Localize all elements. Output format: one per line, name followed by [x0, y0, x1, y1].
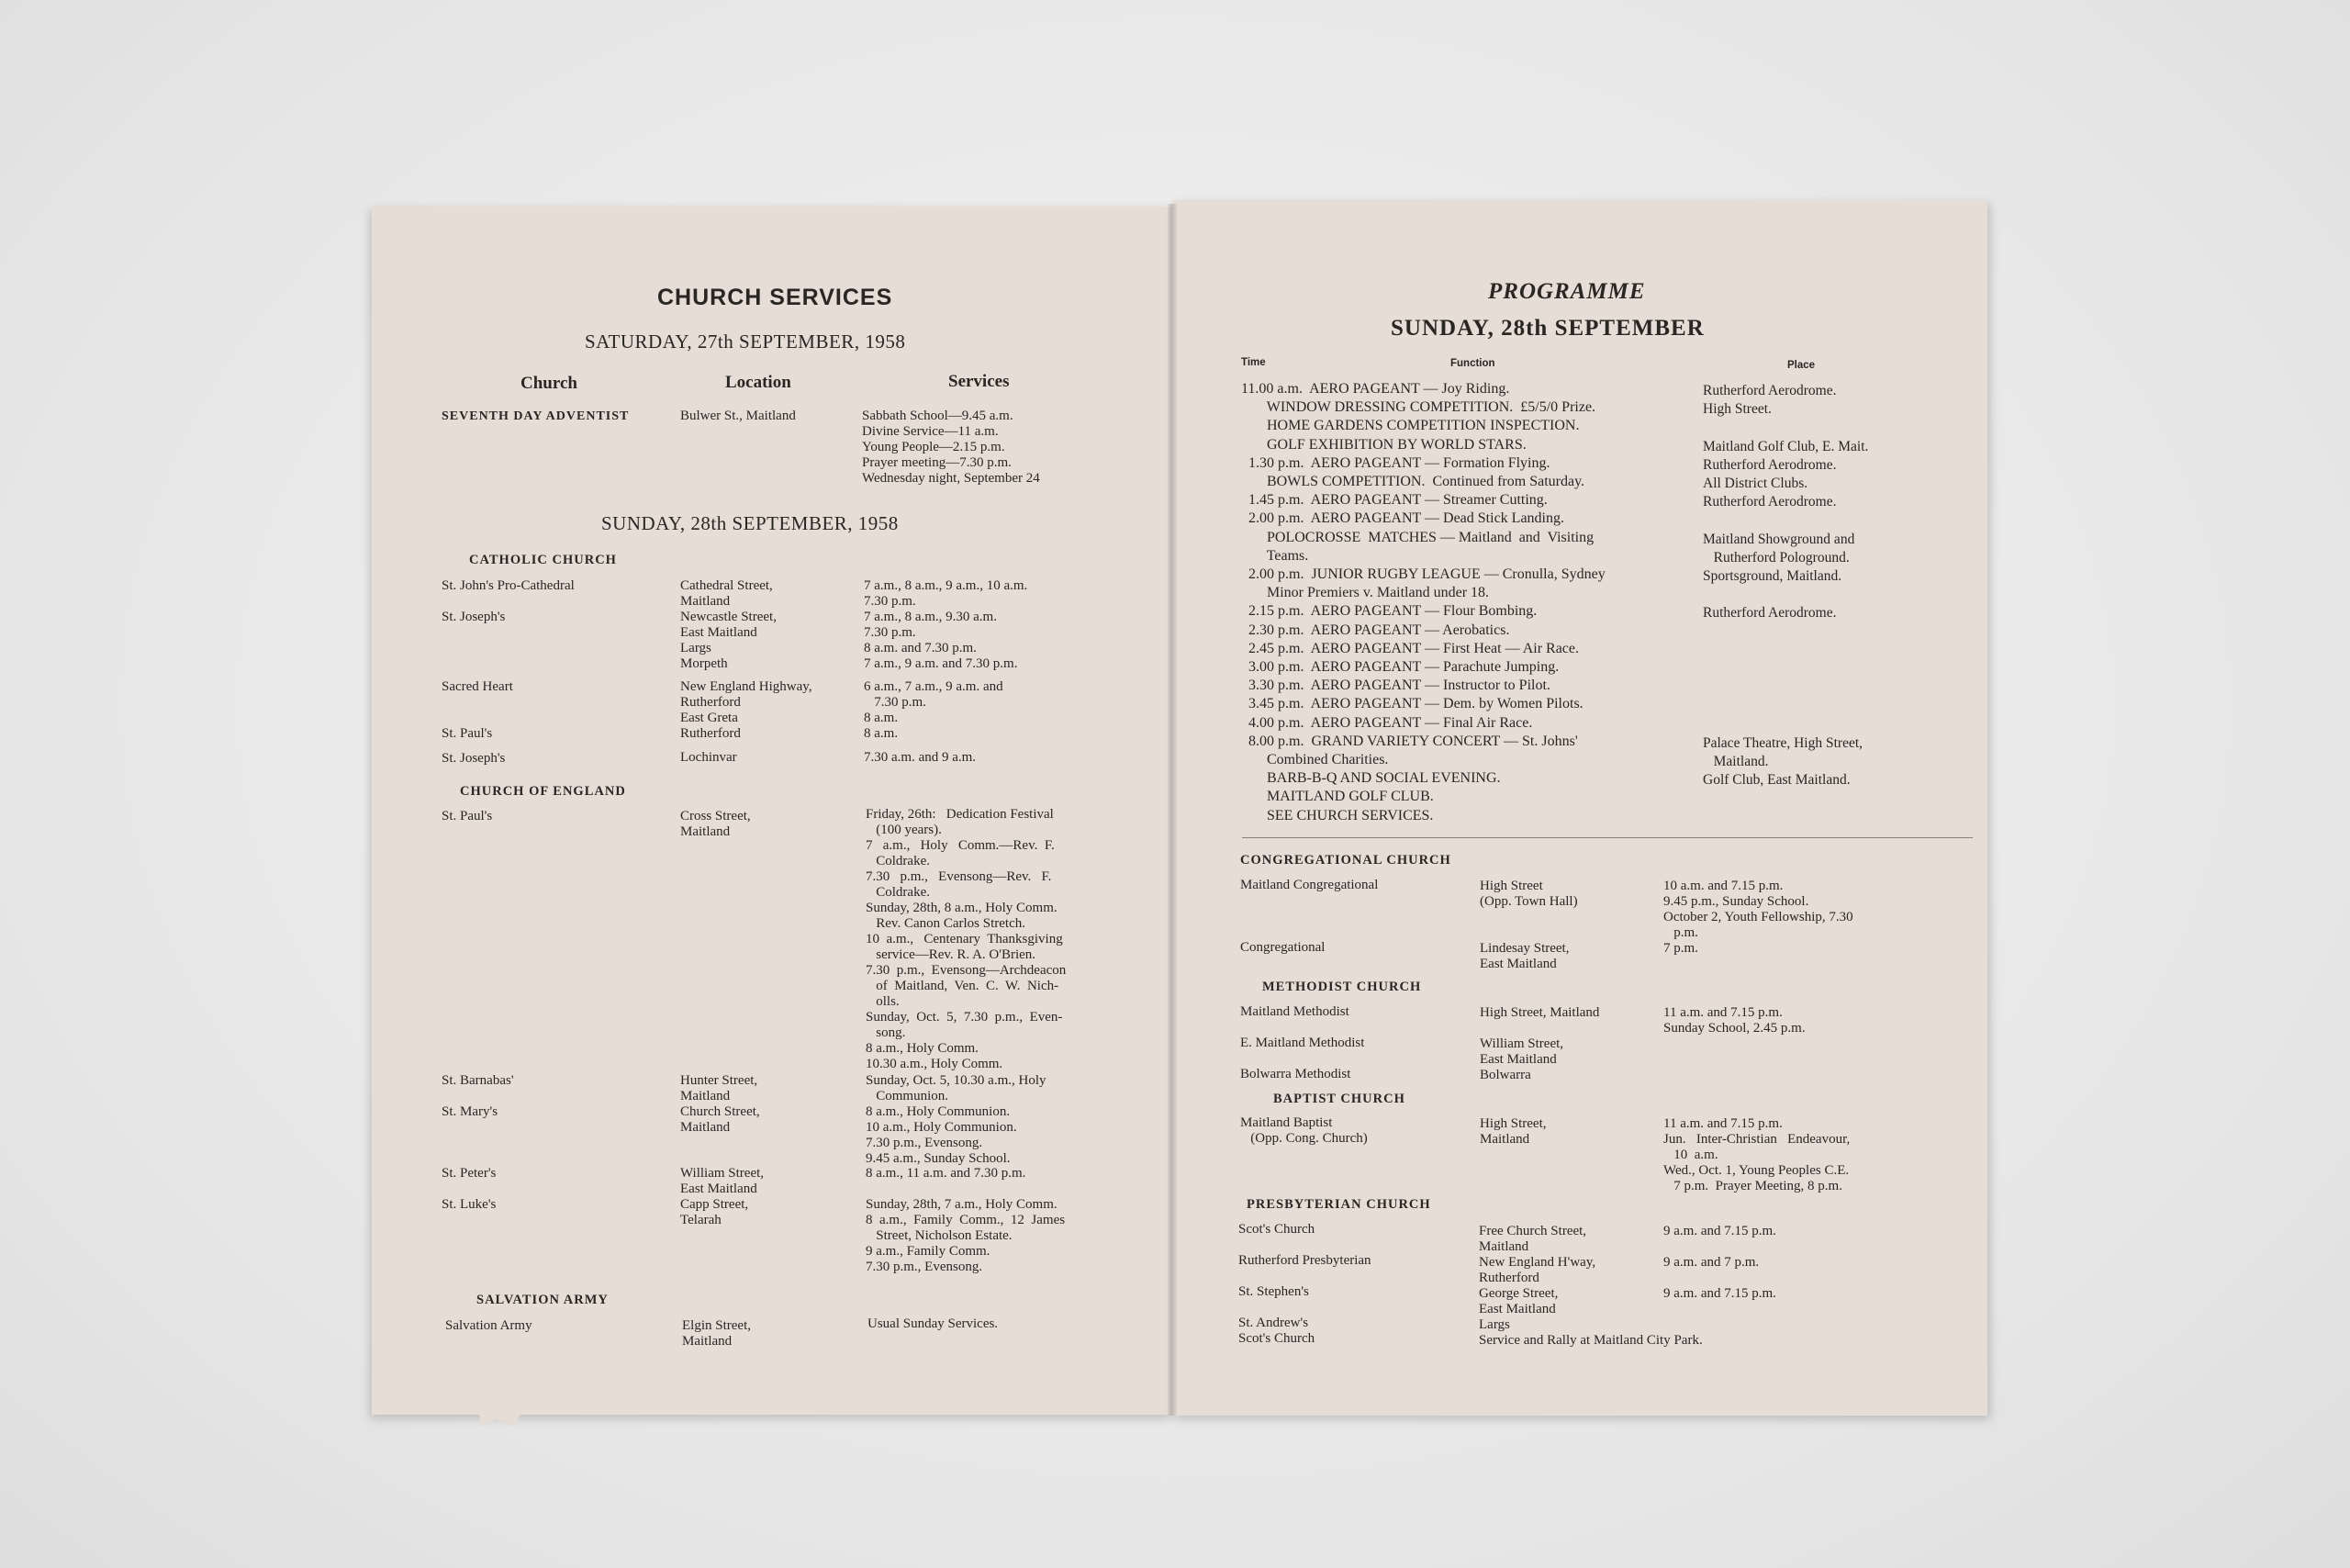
- catholic-r2-name: St. Joseph's: [442, 610, 506, 624]
- methodist-r3-name: Bolwarra Methodist: [1240, 1067, 1351, 1081]
- coe-heading: CHURCH OF ENGLAND: [460, 784, 626, 799]
- divider-rule: [1242, 837, 1973, 838]
- coe-r4-services: 8 a.m., 11 a.m. and 7.30 p.m.: [866, 1166, 1026, 1181]
- congregational-r2-name: Congregational: [1240, 940, 1326, 955]
- sda-name: SEVENTH DAY ADVENTIST: [442, 409, 630, 423]
- sda-location: Bulwer St., Maitland: [680, 409, 796, 423]
- coe-r2-location: Hunter Street, Maitland: [680, 1073, 758, 1103]
- salvation-r1-location: Elgin Street, Maitland: [682, 1318, 751, 1349]
- baptist-r1-services: 11 a.m. and 7.15 p.m. Jun. Inter-Christian Endeavour, 10 a.m. Wed., Oct. 1, Young Peoples C.E. 7 p.m. Prayer Meeting, 8 p.m.: [1663, 1116, 1851, 1193]
- catholic-r1-location: Cathedral Street, Maitland: [680, 578, 773, 609]
- methodist-r2-location: William Street, East Maitland Bolwarra: [1480, 1036, 1564, 1082]
- catholic-r2-services: 7 a.m., 8 a.m., 9.30 a.m. 7.30 p.m. 8 a.m. and 7.30 p.m. 7 a.m., 9 a.m. and 7.30 p.m.: [864, 610, 1018, 671]
- methodist-r1-location: High Street, Maitland: [1480, 1005, 1600, 1020]
- programme-date: SUNDAY, 28th SEPTEMBER: [1391, 316, 1705, 341]
- right-page: [1172, 200, 1987, 1416]
- column-header-time: Time: [1241, 357, 1266, 368]
- congregational-heading: CONGREGATIONAL CHURCH: [1240, 853, 1451, 868]
- church-services-title: CHURCH SERVICES: [657, 285, 893, 310]
- methodist-r1-services: 11 a.m. and 7.15 p.m. Sunday School, 2.45 p.m.: [1663, 1005, 1806, 1036]
- presbyterian-r4-name: St. Andrew's Scot's Church: [1238, 1316, 1315, 1346]
- sunday-date: SUNDAY, 28th SEPTEMBER, 1958: [601, 512, 899, 534]
- coe-r2-services: Sunday, Oct. 5, 10.30 a.m., Holy Communion.: [866, 1073, 1046, 1103]
- booklet-spine: [1168, 204, 1177, 1416]
- coe-r1-services: Friday, 26th: Dedication Festival (100 years). 7 a.m., Holy Comm.—Rev. F. Coldrake. 7.30 p.m., Evensong—Rev. F. Coldrake. Sunday, 28th, 8 a.m., Holy Comm. Rev. Canon Carlos Stretch. 10 a.m., Centenary Thanksgiving service—Rev. R. A. O'Brien. 7.30 p.m., Evensong—Archdeacon of Maitland, Ven. C. W. Nich- olls. Sunday, Oct. 5, 7.30 p.m., Even- song. 8 a.m., Holy Comm. 10.30 a.m., Holy Comm.: [866, 807, 1067, 1071]
- presbyterian-r2-location: New England H'way, Rutherford: [1479, 1255, 1596, 1285]
- column-header-services: Services: [948, 372, 1010, 391]
- salvation-heading: SALVATION ARMY: [476, 1293, 609, 1307]
- congregational-r2-location: Lindesay Street, East Maitland: [1480, 941, 1570, 971]
- column-header-function: Function: [1450, 358, 1495, 369]
- sda-services: Sabbath School—9.45 a.m. Divine Service—11 a.m. Young People—2.15 p.m. Prayer meeting—7.30 p.m. Wednesday night, September 24: [862, 409, 1040, 486]
- presbyterian-r1-name: Scot's Church: [1238, 1222, 1315, 1237]
- column-header-church: Church: [520, 374, 577, 393]
- methodist-r2-name: E. Maitland Methodist: [1240, 1036, 1365, 1050]
- baptist-r1-name: Maitland Baptist (Opp. Cong. Church): [1240, 1115, 1368, 1146]
- presbyterian-r1-location: Free Church Street, Maitland: [1479, 1224, 1587, 1254]
- left-page: [372, 207, 1172, 1415]
- catholic-r3-location: New England Highway, Rutherford East Greta Rutherford: [680, 679, 812, 741]
- coe-r3-name: St. Mary's: [442, 1104, 498, 1119]
- presbyterian-r3-services: 9 a.m. and 7.15 p.m.: [1663, 1286, 1776, 1301]
- coe-r1-location: Cross Street, Maitland: [680, 809, 751, 839]
- programme-schedule: 11.00 a.m. AERO PAGEANT — Joy Riding. WINDOW DRESSING COMPETITION. £5/5/0 Prize. HOME GARDENS COMPETITION INSPECTION. GOLF EXHIBITION BY WORLD STARS. 1.30 p.m. AERO PAGEANT — Formation Flying. BOWLS COMPETITION. Continued from Saturday. 1.45 p.m. AERO PAGEANT — Streamer Cutting. 2.00 p.m. AERO PAGEANT — Dead Stick Landing. POLOCROSSE MATCHES — Maitland and Visiting Teams. 2.00 p.m. JUNIOR RUGBY LEAGUE — Cronulla, Sydney Minor Premiers v. Maitland under 18. 2.15 p.m. AERO PAGEANT — Flour Bombing. 2.30 p.m. AERO PAGEANT — Aerobatics. 2.45 p.m. AERO PAGEANT — First Heat — Air Race. 3.00 p.m. AERO PAGEANT — Parachute Jumping. 3.30 p.m. AERO PAGEANT — Instructor to Pilot. 3.45 p.m. AERO PAGEANT — Dem. by Women Pilots. 4.00 p.m. AERO PAGEANT — Final Air Race. 8.00 p.m. GRAND VARIETY CONCERT — St. Johns' Combined Charities. BARB-B-Q AND SOCIAL EVENING. MAITLAND GOLF CLUB. SEE CHURCH SERVICES.: [1241, 381, 1606, 823]
- catholic-r4-name: St. Paul's: [442, 726, 493, 741]
- baptist-heading: BAPTIST CHURCH: [1273, 1092, 1405, 1106]
- presbyterian-r3-location: George Street, East Maitland Largs: [1479, 1286, 1559, 1332]
- coe-r4-location: William Street, East Maitland: [680, 1166, 765, 1196]
- catholic-r2-location: Newcastle Street, East Maitland Largs Morpeth: [680, 610, 777, 671]
- coe-r5-services: Sunday, 28th, 7 a.m., Holy Comm. 8 a.m., Family Comm., 12 James Street, Nicholson Estate. 9 a.m., Family Comm. 7.30 p.m., Evensong.: [866, 1197, 1066, 1274]
- catholic-heading: CATHOLIC CHURCH: [469, 553, 617, 567]
- catholic-r5-name: St. Joseph's: [442, 751, 506, 766]
- coe-r1-name: St. Paul's: [442, 809, 493, 823]
- congregational-r1-services: 10 a.m. and 7.15 p.m. 9.45 p.m., Sunday School. October 2, Youth Fellowship, 7.30 p.m.: [1663, 879, 1853, 940]
- salvation-r1-name: Salvation Army: [445, 1318, 532, 1333]
- catholic-r3-services: 6 a.m., 7 a.m., 9 a.m. and 7.30 p.m. 8 a.m. 8 a.m.: [864, 679, 1003, 741]
- coe-r2-name: St. Barnabas': [442, 1073, 514, 1088]
- methodist-r1-name: Maitland Methodist: [1240, 1004, 1349, 1019]
- catholic-r1-name: St. John's Pro-Cathedral: [442, 578, 575, 593]
- programme-title: PROGRAMME: [1488, 279, 1646, 304]
- coe-r3-services: 8 a.m., Holy Communion. 10 a.m., Holy Communion. 7.30 p.m., Evensong. 9.45 a.m., Sunday School.: [866, 1104, 1017, 1166]
- coe-r3-location: Church Street, Maitland: [680, 1104, 760, 1135]
- baptist-r1-location: High Street, Maitland: [1480, 1116, 1547, 1147]
- presbyterian-r2-services: 9 a.m. and 7 p.m.: [1663, 1255, 1760, 1270]
- methodist-heading: METHODIST CHURCH: [1262, 980, 1422, 994]
- presbyterian-r2-name: Rutherford Presbyterian: [1238, 1253, 1371, 1268]
- coe-r5-name: St. Luke's: [442, 1197, 497, 1212]
- congregational-r1-name: Maitland Congregational: [1240, 878, 1379, 892]
- catholic-r3-name: Sacred Heart: [442, 679, 513, 694]
- coe-r4-name: St. Peter's: [442, 1166, 497, 1181]
- catholic-r5-location: Lochinvar: [680, 750, 737, 765]
- presbyterian-r3-name: St. Stephen's: [1238, 1284, 1309, 1299]
- programme-places: Rutherford Aerodrome. High Street. Maitland Golf Club, E. Mait. Rutherford Aerodrome. All District Clubs. Rutherford Aerodrome. Maitland Showground and Rutherford Pologround. Sportsground, Maitland. Rutherford Aerodrome. Palace Theatre, High Street, Maitland. Golf Club, East Maitland.: [1703, 383, 1869, 789]
- catholic-r5-services: 7.30 a.m. and 9 a.m.: [864, 750, 977, 765]
- column-header-place: Place: [1787, 360, 1816, 371]
- congregational-r2-services: 7 p.m.: [1663, 941, 1698, 956]
- presbyterian-heading: PRESBYTERIAN CHURCH: [1247, 1197, 1431, 1212]
- congregational-r1-location: High Street (Opp. Town Hall): [1480, 879, 1578, 909]
- catholic-r1-services: 7 a.m., 8 a.m., 9 a.m., 10 a.m. 7.30 p.m.: [864, 578, 1028, 609]
- presbyterian-r1-services: 9 a.m. and 7.15 p.m.: [1663, 1224, 1776, 1238]
- coe-r5-location: Capp Street, Telarah: [680, 1197, 749, 1227]
- column-header-location: Location: [725, 373, 791, 392]
- saturday-date: SATURDAY, 27th SEPTEMBER, 1958: [585, 330, 906, 353]
- salvation-r1-services: Usual Sunday Services.: [867, 1316, 999, 1331]
- presbyterian-r4-location: Service and Rally at Maitland City Park.: [1479, 1333, 1703, 1348]
